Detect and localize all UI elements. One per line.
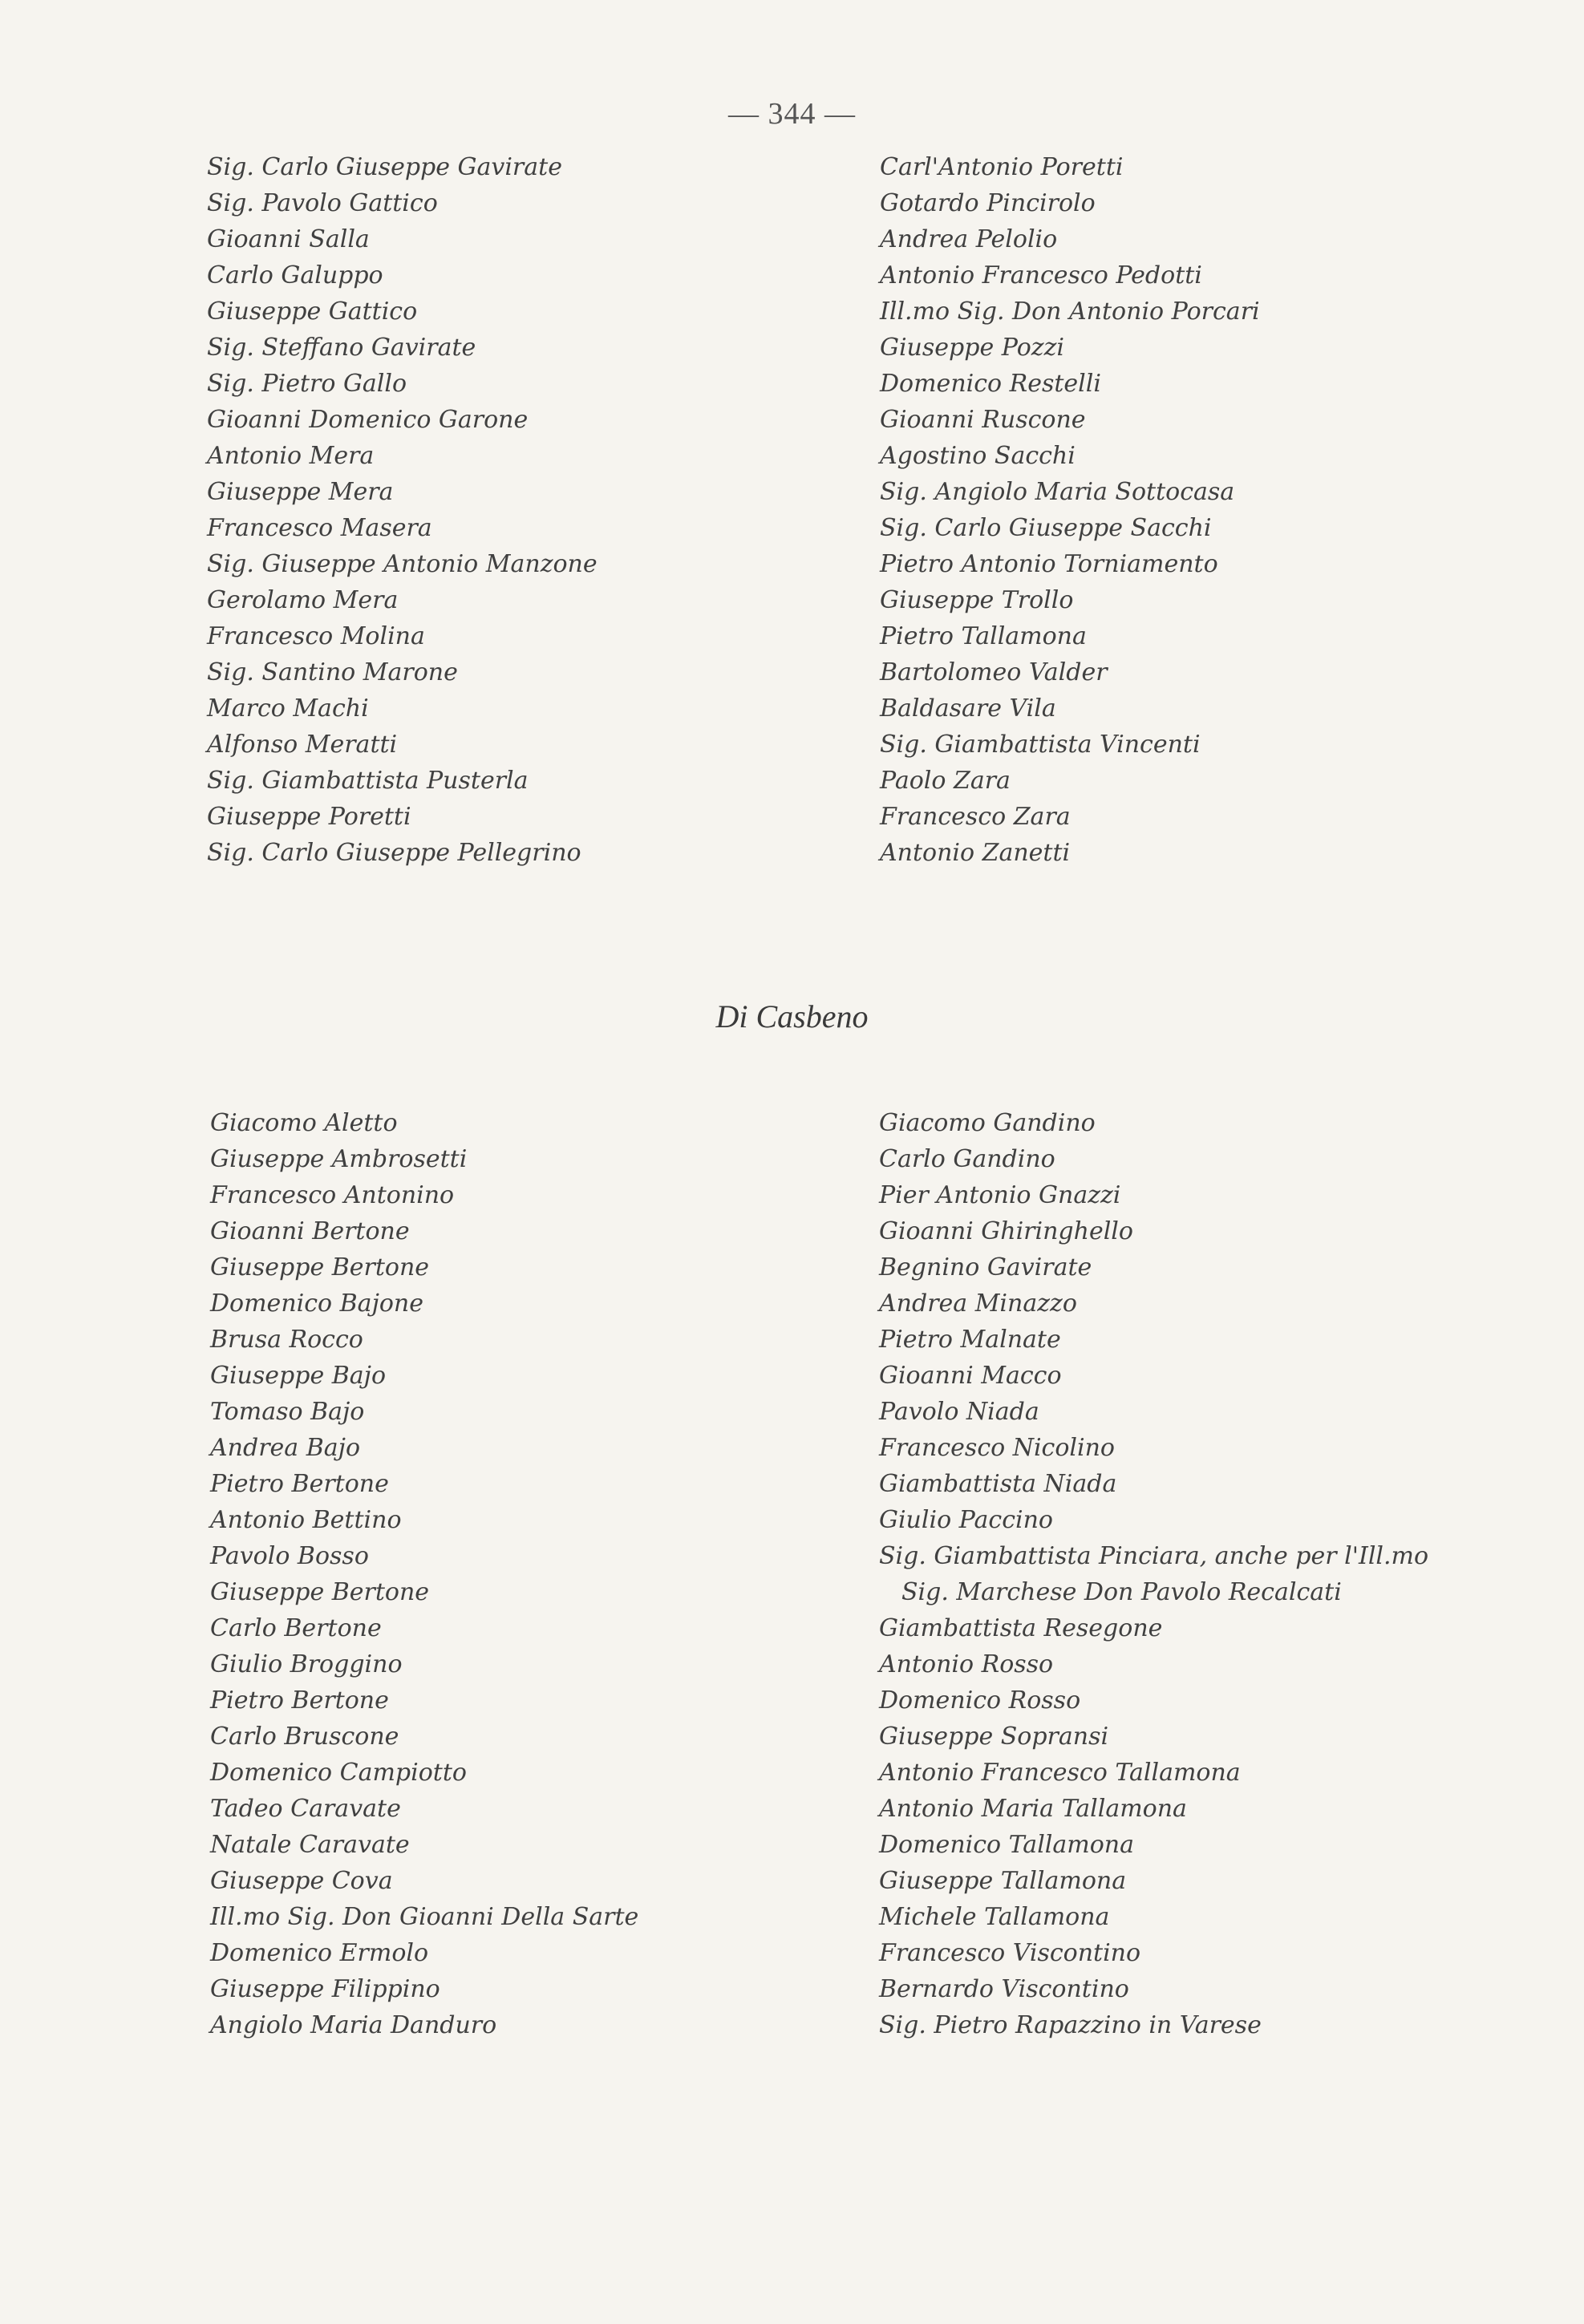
name-list-bottom-left xyxy=(210,1105,638,2043)
name-list-bottom-right xyxy=(879,1105,1428,2043)
name-entry: Giulio Paccino xyxy=(879,1506,1053,1534)
name-entry: Francesco Masera xyxy=(207,514,432,542)
name-entry: Giuseppe Ambrosetti xyxy=(210,1145,468,1173)
name-entry: Domenico Ermolo xyxy=(210,1939,429,1967)
name-entry: Natale Caravate xyxy=(210,1831,410,1859)
name-entry: Agostino Sacchi xyxy=(880,442,1076,470)
name-entry: Angiolo Maria Danduro xyxy=(210,2011,497,2039)
name-entry: Giuseppe Bertone xyxy=(210,1253,430,1281)
name-entry: Gioanni Ghiringhello xyxy=(879,1217,1133,1245)
name-entry: Francesco Nicolino xyxy=(879,1434,1115,1462)
name-entry: Sig. Carlo Giuseppe Pellegrino xyxy=(207,839,581,867)
name-list-top-left xyxy=(207,149,598,871)
name-entry: Antonio Mera xyxy=(207,442,375,470)
name-entry: Gioanni Bertone xyxy=(210,1217,410,1245)
name-entry: Pavolo Bosso xyxy=(210,1542,369,1570)
name-entry: Giuseppe Poretti xyxy=(207,803,411,831)
name-entry: Sig. Marchese Don Pavolo Recalcati xyxy=(901,1578,1342,1606)
name-entry: Marco Machi xyxy=(207,694,369,723)
name-entry: Gioanni Domenico Garone xyxy=(207,406,529,434)
name-entry: Begnino Gavirate xyxy=(879,1253,1092,1281)
name-entry: Giuseppe Trollo xyxy=(880,586,1074,614)
name-entry: Bernardo Viscontino xyxy=(879,1975,1129,2003)
name-entry: Domenico Rosso xyxy=(879,1686,1081,1715)
name-entry: Sig. Pietro Gallo xyxy=(207,370,407,398)
name-entry: Antonio Rosso xyxy=(879,1650,1054,1678)
name-entry: Giuseppe Sopransi xyxy=(879,1723,1109,1751)
section-title: Di Casbeno xyxy=(715,998,869,1034)
name-entry: Sig. Pavolo Gattico xyxy=(207,189,438,217)
name-entry: Antonio Francesco Pedotti xyxy=(880,261,1202,289)
name-entry: Giuseppe Bertone xyxy=(210,1578,430,1606)
name-entry: Pietro Tallamona xyxy=(880,622,1087,650)
name-entry: Giuseppe Filippino xyxy=(210,1975,440,2003)
name-entry: Domenico Restelli xyxy=(880,370,1101,398)
name-entry: Pietro Bertone xyxy=(210,1470,389,1498)
name-entry: Giambattista Niada xyxy=(879,1470,1117,1498)
name-entry: Ill.mo Sig. Don Gioanni Della Sarte xyxy=(210,1903,639,1931)
name-entry: Gioanni Salla xyxy=(207,225,370,253)
name-entry: Domenico Tallamona xyxy=(879,1831,1134,1859)
name-entry: Giuseppe Tallamona xyxy=(879,1867,1127,1895)
name-entry: Antonio Maria Tallamona xyxy=(879,1795,1187,1823)
name-entry: Gioanni Macco xyxy=(879,1362,1062,1390)
name-entry: Giuseppe Mera xyxy=(207,478,394,506)
name-entry: Giambattista Resegone xyxy=(879,1614,1163,1642)
name-entry: Paolo Zara xyxy=(880,767,1011,795)
name-entry: Gotardo Pincirolo xyxy=(880,189,1096,217)
name-entry: Carlo Gandino xyxy=(879,1145,1055,1173)
name-entry: Domenico Bajone xyxy=(210,1290,424,1318)
name-entry: Domenico Campiotto xyxy=(210,1759,467,1787)
name-entry: Francesco Molina xyxy=(207,622,425,650)
name-entry: Pietro Antonio Torniamento xyxy=(880,550,1218,578)
name-entry: Sig. Santino Marone xyxy=(207,658,458,686)
name-entry: Pier Antonio Gnazzi xyxy=(879,1181,1121,1209)
name-entry: Giuseppe Bajo xyxy=(210,1362,387,1390)
page-number: — 344 — xyxy=(728,97,856,131)
name-entry: Giacomo Aletto xyxy=(210,1109,398,1137)
name-entry: Sig. Giuseppe Antonio Manzone xyxy=(207,550,598,578)
name-entry: Sig. Steffano Gavirate xyxy=(207,334,476,362)
name-entry: Sig. Carlo Giuseppe Gavirate xyxy=(207,153,562,181)
name-entry: Giulio Broggino xyxy=(210,1650,403,1678)
name-entry: Carlo Bertone xyxy=(210,1614,382,1642)
name-entry: Tadeo Caravate xyxy=(210,1795,401,1823)
name-entry: Sig. Pietro Rapazzino in Varese xyxy=(879,2011,1262,2039)
name-entry: Sig. Giambattista Pinciara, anche per l'Ill.mo xyxy=(879,1542,1429,1570)
name-entry: Giuseppe Cova xyxy=(210,1867,393,1895)
name-entry: Antonio Francesco Tallamona xyxy=(879,1759,1241,1787)
name-entry: Bartolomeo Valder xyxy=(880,658,1108,686)
name-entry: Andrea Bajo xyxy=(210,1434,361,1462)
name-entry: Baldasare Vila xyxy=(880,694,1056,723)
name-entry: Antonio Zanetti xyxy=(880,839,1071,867)
name-entry: Pavolo Niada xyxy=(879,1398,1039,1426)
name-entry: Ill.mo Sig. Don Antonio Porcari xyxy=(880,298,1260,326)
name-entry: Michele Tallamona xyxy=(879,1903,1110,1931)
name-entry: Francesco Antonino xyxy=(210,1181,455,1209)
name-entry: Giacomo Gandino xyxy=(879,1109,1096,1137)
name-entry: Antonio Bettino xyxy=(210,1506,402,1534)
name-entry: Tomaso Bajo xyxy=(210,1398,365,1426)
name-entry: Sig. Giambattista Pusterla xyxy=(207,767,529,795)
name-entry: Carlo Bruscone xyxy=(210,1723,399,1751)
name-entry: Carlo Galuppo xyxy=(207,261,383,289)
name-entry: Pietro Malnate xyxy=(879,1326,1061,1354)
name-entry: Alfonso Meratti xyxy=(207,731,398,759)
name-entry: Pietro Bertone xyxy=(210,1686,389,1715)
name-entry: Sig. Angiolo Maria Sottocasa xyxy=(880,478,1235,506)
name-entry: Andrea Minazzo xyxy=(879,1290,1077,1318)
name-entry: Gioanni Ruscone xyxy=(880,406,1086,434)
name-entry: Carl'Antonio Poretti xyxy=(880,153,1124,181)
name-entry: Giuseppe Pozzi xyxy=(880,334,1064,362)
name-entry: Brusa Rocco xyxy=(210,1326,363,1354)
name-list-top-right xyxy=(880,149,1260,871)
name-entry: Sig. Carlo Giuseppe Sacchi xyxy=(880,514,1212,542)
name-entry: Giuseppe Gattico xyxy=(207,298,418,326)
name-entry: Sig. Giambattista Vincenti xyxy=(880,731,1201,759)
name-entry: Francesco Zara xyxy=(880,803,1071,831)
name-entry: Andrea Pelolio xyxy=(880,225,1058,253)
name-entry: Gerolamo Mera xyxy=(207,586,399,614)
name-entry: Francesco Viscontino xyxy=(879,1939,1141,1967)
